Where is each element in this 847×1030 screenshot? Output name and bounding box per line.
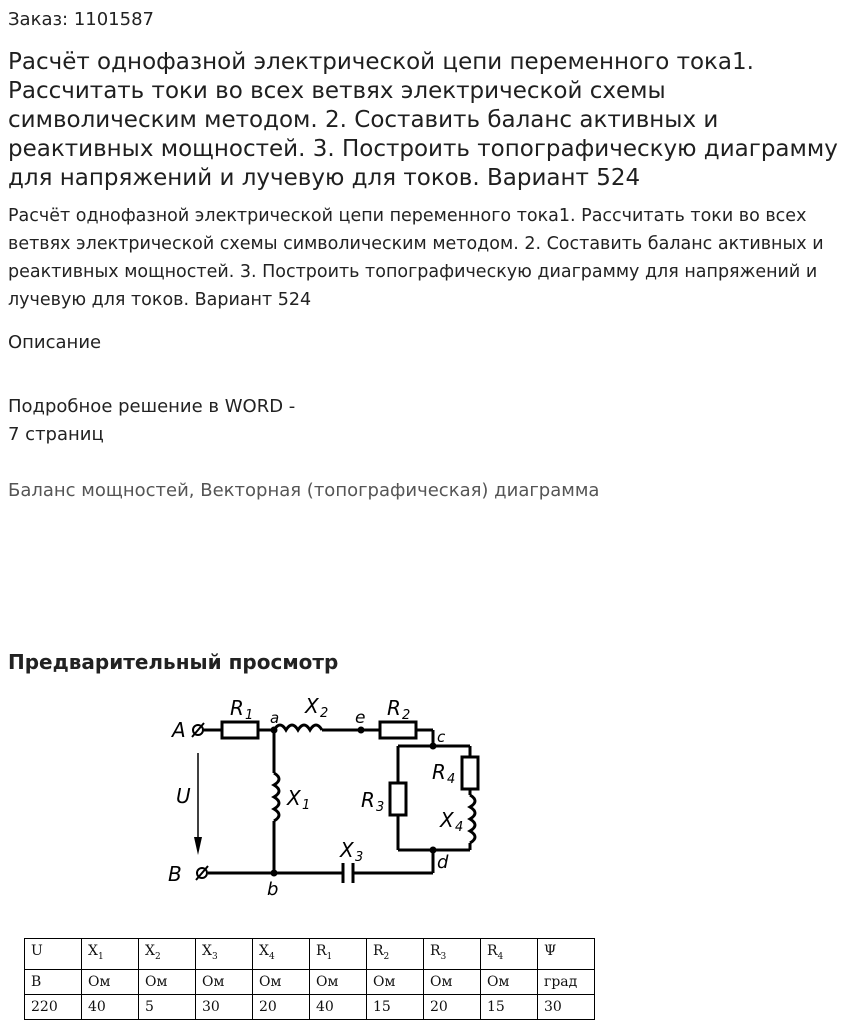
order-number: Заказ: 1101587: [8, 9, 154, 30]
table-cell: $R_1$: [310, 939, 367, 970]
parameters-table: [24, 938, 595, 1020]
label-x1-sub: 1: [302, 798, 311, 813]
table-cell: Ом: [196, 969, 253, 994]
resistor-r1: [222, 722, 258, 738]
table-cell: Ом: [253, 969, 310, 994]
table-cell: 5: [139, 994, 196, 1019]
description-heading: Описание: [8, 332, 102, 353]
table-row: [25, 939, 595, 970]
solution-detail: [8, 393, 295, 449]
preview-heading: Предварительный просмотр: [8, 650, 339, 674]
solution-format: Подробное решение в WORD -: [8, 396, 296, 417]
label-r2-sub: 2: [402, 708, 411, 723]
circuit-diagram: [150, 685, 510, 900]
label-x4: X: [440, 808, 454, 832]
label-r4: R: [432, 760, 446, 784]
table-cell: $R_4$: [481, 939, 538, 970]
table-cell: 30: [538, 994, 595, 1019]
tags-line: Баланс мощностей, Векторная (топографическая) диаграмма: [8, 480, 600, 501]
table-cell: Ом: [310, 969, 367, 994]
label-node-c: c: [437, 728, 446, 746]
table-cell: 40: [82, 994, 139, 1019]
table-cell: Ψ: [538, 939, 595, 970]
table-cell: U: [25, 939, 82, 970]
inductor-x1: [274, 773, 279, 821]
label-r1-sub: 1: [245, 708, 254, 723]
label-r1: R: [230, 696, 244, 720]
table-cell: $X_1$: [82, 939, 139, 970]
label-node-e: e: [355, 708, 366, 728]
label-node-b: b: [267, 879, 279, 900]
table-cell: Ом: [481, 969, 538, 994]
label-r2: R: [387, 696, 401, 720]
table-cell: Ом: [82, 969, 139, 994]
table-cell: Ом: [367, 969, 424, 994]
table-cell: $X_2$: [139, 939, 196, 970]
inductor-x4: [470, 795, 475, 843]
label-x2: X: [305, 694, 319, 718]
label-x2-sub: 2: [320, 706, 329, 721]
table-cell: $R_3$: [424, 939, 481, 970]
label-r3-sub: 3: [376, 800, 385, 815]
table-cell: $R_2$: [367, 939, 424, 970]
description-text: Расчёт однофазной электрической цепи переменного тока1. Рассчитать токи во всех ветвях электрической схемы символическим методом. 2. Составить баланс активных и реактивных мощностей. 3. Построить топографическую диаграмму для напряжений и лучевую для токов. Вариант 524: [8, 206, 824, 310]
table-cell: 20: [424, 994, 481, 1019]
node-d-dot: [430, 847, 437, 854]
page-title: Расчёт однофазной электрической цепи переменного тока1. Рассчитать токи во всех ветвях электрической схемы символическим методом. 2. Составить баланс активных и реактивных мощностей. 3. Построить топографическую диаграмму для напряжений и лучевую для токов. Вариант 524: [8, 49, 838, 191]
table-row: [25, 994, 595, 1019]
table-cell: Ом: [424, 969, 481, 994]
label-node-d: d: [437, 852, 449, 873]
label-node-a: a: [270, 709, 280, 727]
label-x3: X: [340, 838, 354, 862]
label-x1: X: [287, 786, 301, 810]
table-cell: 30: [196, 994, 253, 1019]
solution-pages: 7 страниц: [8, 424, 104, 445]
table-cell: В: [25, 969, 82, 994]
table-cell: $X_3$: [196, 939, 253, 970]
node-b-dot: [271, 870, 278, 877]
label-r3: R: [361, 788, 375, 812]
table-cell: Ом: [139, 969, 196, 994]
table-cell: 15: [481, 994, 538, 1019]
node-c-dot: [430, 743, 437, 750]
resistor-r4: [462, 757, 478, 789]
resistor-r2: [380, 722, 416, 738]
label-x4-sub: 4: [455, 820, 464, 835]
inductor-x2: [274, 725, 322, 730]
label-x3-sub: 3: [355, 850, 364, 865]
resistor-r3: [390, 783, 406, 815]
label-b-terminal: B: [168, 862, 182, 886]
table-cell: 220: [25, 994, 82, 1019]
label-r4-sub: 4: [447, 772, 456, 787]
table-cell: 20: [253, 994, 310, 1019]
table-cell: 15: [367, 994, 424, 1019]
table-cell: 40: [310, 994, 367, 1019]
label-a-terminal: A: [172, 718, 186, 742]
node-a-dot: [271, 727, 278, 734]
table-cell: град: [538, 969, 595, 994]
table-row: [25, 969, 595, 994]
table-cell: $X_4$: [253, 939, 310, 970]
label-u: U: [176, 784, 191, 808]
